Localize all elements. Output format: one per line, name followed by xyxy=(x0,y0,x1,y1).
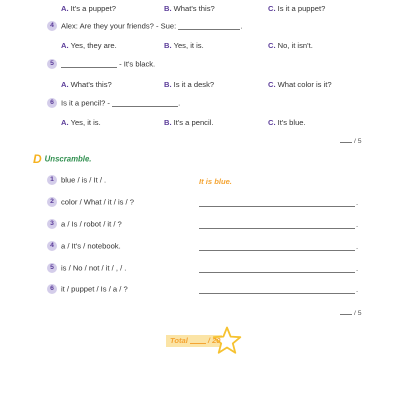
item-number: 2 xyxy=(47,197,57,207)
answer-line[interactable] xyxy=(199,242,355,251)
answer-blank[interactable] xyxy=(61,60,117,68)
total-blank[interactable] xyxy=(190,343,206,344)
section-letter: D xyxy=(33,151,42,166)
item-number: 4 xyxy=(47,241,57,251)
option-b[interactable]: B. Is it a desk? xyxy=(164,80,215,89)
question-end: . xyxy=(178,98,181,108)
unscramble-item-1 xyxy=(47,175,106,189)
options-row-5 xyxy=(0,80,400,92)
item-number: 6 xyxy=(47,284,57,294)
option-c[interactable]: C. It's blue. xyxy=(268,118,306,127)
score-blank[interactable] xyxy=(340,142,352,143)
scrambled-words: a / Is / robot / it / ? xyxy=(61,219,122,229)
options-row-6 xyxy=(0,118,400,130)
scrambled-words: blue / is / It / . xyxy=(61,175,107,185)
answer-line[interactable] xyxy=(199,198,355,207)
total-text: Total / 20 xyxy=(170,336,221,345)
question-4 xyxy=(47,21,242,35)
options-row-3 xyxy=(0,4,400,16)
item-number: 1 xyxy=(47,175,57,185)
example-answer: It is blue. xyxy=(199,177,232,186)
question-number: 6 xyxy=(47,98,57,108)
score-blank[interactable] xyxy=(340,314,352,315)
option-b[interactable]: B. Yes, it is. xyxy=(164,41,204,50)
question-end: . xyxy=(240,21,243,31)
answer-end: . xyxy=(356,220,359,229)
unscramble-item-5 xyxy=(47,263,126,277)
option-c[interactable]: C. No, it isn't. xyxy=(268,41,313,50)
option-c[interactable]: C. Is it a puppet? xyxy=(268,4,326,13)
option-a[interactable]: A. It's a puppet? xyxy=(61,4,116,13)
unscramble-item-2 xyxy=(47,197,134,211)
answer-end: . xyxy=(356,198,359,207)
question-number: 4 xyxy=(47,21,57,31)
item-number: 5 xyxy=(47,263,57,273)
unscramble-item-3 xyxy=(47,219,122,233)
scrambled-words: a / It's / notebook. xyxy=(61,241,121,251)
options-row-4 xyxy=(0,41,400,53)
item-number: 3 xyxy=(47,219,57,229)
total-score xyxy=(162,330,242,358)
scrambled-words: is / No / not / it / , / . xyxy=(61,263,127,273)
section-title: Unscramble. xyxy=(44,154,92,164)
unscramble-item-4 xyxy=(47,241,121,255)
question-number: 5 xyxy=(47,59,57,69)
question-end: - It's black. xyxy=(117,59,156,69)
scrambled-words: color / What / it / is / ? xyxy=(61,197,135,207)
option-a[interactable]: A. What's this? xyxy=(61,80,112,89)
answer-line[interactable] xyxy=(199,285,355,294)
answer-line[interactable] xyxy=(199,264,355,273)
answer-end: . xyxy=(356,264,359,273)
section-d-header xyxy=(33,150,91,164)
option-a[interactable]: A. Yes, they are. xyxy=(61,41,117,50)
answer-end: . xyxy=(356,242,359,251)
section-d-score: / 5 xyxy=(340,310,362,317)
option-c[interactable]: C. What color is it? xyxy=(268,80,332,89)
answer-blank[interactable] xyxy=(112,98,181,108)
question-6 xyxy=(47,98,180,112)
question-prompt: Is it a pencil? - xyxy=(61,98,113,108)
question-prompt: Alex: Are they your friends? - Sue: xyxy=(61,21,179,31)
answer-line[interactable] xyxy=(199,220,355,229)
scrambled-words: it / puppet / Is / a / ? xyxy=(61,284,128,294)
answer-end: . xyxy=(356,285,359,294)
option-b[interactable]: B. It's a pencil. xyxy=(164,118,214,127)
option-b[interactable]: B. What's this? xyxy=(164,4,215,13)
answer-blank[interactable] xyxy=(178,21,243,31)
option-a[interactable]: A. Yes, it is. xyxy=(61,118,101,127)
unscramble-item-6 xyxy=(47,284,128,298)
section-c-score: / 5 xyxy=(340,138,362,145)
question-5 xyxy=(47,59,155,73)
